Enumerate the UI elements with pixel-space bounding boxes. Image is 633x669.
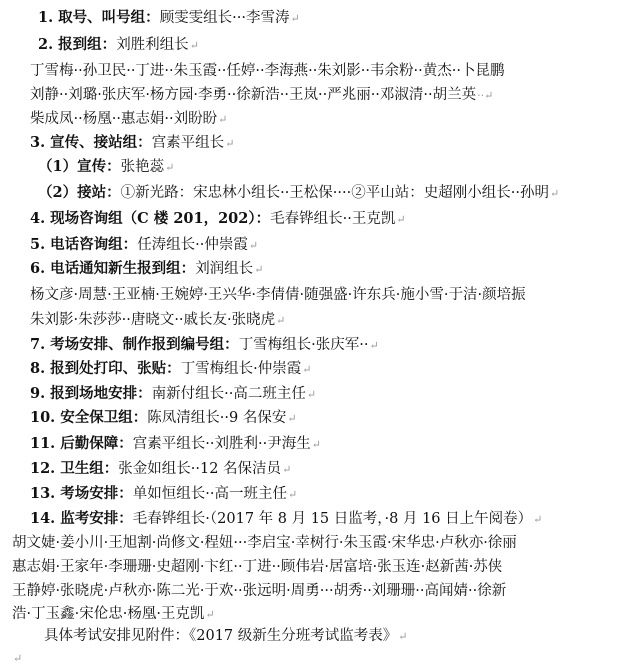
paragraph-mark: ↵ [302, 363, 312, 376]
paragraph-mark: ↵ [533, 513, 543, 526]
line-group-5 [30, 235, 258, 256]
line-text: 陈凤清组长··9 名保安 [147, 410, 287, 426]
line-text: 刘胜利组长 [116, 37, 189, 53]
line-empty-end [12, 648, 22, 669]
line-heading: 13. 考场安排： [30, 485, 133, 502]
line-text: 顾雯雯组长···李雪涛 [159, 10, 290, 26]
line-group-1 [38, 8, 300, 29]
line-text: 宫素平组长··刘胜利··尹海生 [132, 436, 311, 452]
line-text: 丁雪梅组长·仲崇霞 [180, 361, 302, 377]
line-heading: 2. 报到组： [38, 36, 117, 53]
line-heading: 10. 安全保卫组： [30, 409, 148, 426]
line-text: 刘润组长 [195, 261, 254, 277]
line-group-12 [30, 459, 291, 480]
line-text: 胡文婕·姜小川·王旭割·尚修文·程妞···李启宝·幸树行·朱玉霞·宋华忠·卢秋亦·徐丽 [12, 535, 517, 551]
paragraph-mark: ↵ [288, 488, 298, 501]
paragraph-mark: ↵ [290, 12, 300, 25]
line-heading: 9. 报到场地安排： [30, 385, 152, 402]
line-group-4 [30, 209, 406, 230]
paragraph-mark: ↵ [282, 463, 292, 476]
line-group-6 [30, 259, 263, 280]
line-text: 单如恒组长··高一班主任 [132, 486, 287, 502]
line-group-6-members-a [30, 285, 527, 306]
line-heading: 1. 取号、叫号组： [38, 9, 160, 26]
line-heading: 12. 卫生组： [30, 460, 119, 477]
line-heading: 7. 考场安排、制作报到编号组： [30, 336, 239, 353]
line-group-3-pickup [38, 183, 559, 204]
line-heading: 11. 后勤保障： [30, 435, 133, 452]
line-heading: 3. 宣传、接站组： [30, 134, 152, 151]
paragraph-mark: ↵ [396, 213, 406, 226]
line-group-2 [38, 35, 199, 56]
paragraph-mark: ↵ [225, 137, 235, 150]
paragraph-mark: ··↵ [477, 89, 494, 102]
paragraph-mark: ↵ [276, 314, 286, 327]
paragraph-mark: ↵ [165, 161, 175, 174]
line-group-2-members-c [30, 109, 227, 130]
paragraph-mark: ↵ [248, 239, 259, 252]
line-text: 张艳蕊 [120, 159, 165, 175]
line-text: 任涛组长··仲崇霞 [137, 237, 248, 253]
line-text: 宫素平组长 [151, 135, 225, 151]
paragraph-mark: ↵ [218, 113, 228, 126]
line-text: 丁雪梅··孙卫民··丁进··朱玉霞··任婷··李海燕··朱刘影··韦余粉··黄杰··卜昆鹏 [30, 63, 505, 79]
line-text: 王静婷·张晓虎·卢秋亦·陈二光·于欢··张远明·周勇···胡秀··刘珊珊··高闻婧··徐新 [12, 583, 507, 599]
paragraph-mark: ↵ [205, 608, 215, 621]
line-text: 朱刘影·朱莎莎··唐晓文··戚长友·张晓虎 [30, 312, 276, 328]
line-text: 浩·丁玉鑫·宋伦忠·杨凰·王克凯 [12, 606, 205, 622]
line-group-11 [30, 434, 321, 455]
paragraph-mark: ↵ [549, 187, 560, 200]
line-text: 柴成凤··杨凰··惠志娟··刘盼盼 [30, 111, 218, 127]
paragraph-mark: ↵ [311, 438, 321, 451]
line-group-10 [30, 408, 297, 429]
line-text: 惠志娟·王家年·李珊珊·史超刚·卞红··丁进··顾伟岩·居富培·张玉连·赵新茜·苏侠 [12, 559, 503, 575]
line-group-9 [30, 384, 316, 405]
line-heading: 4. 现场咨询组（C 楼 201，202）： [30, 210, 271, 227]
line-group-8 [30, 359, 312, 380]
line-group-3-publicity [38, 157, 174, 178]
line-group-6-members-b [30, 310, 285, 331]
line-heading: 6. 电话通知新生报到组： [30, 260, 196, 277]
line-group-3 [30, 133, 234, 154]
line-text: 张金如组长··12 名保洁员 [118, 461, 282, 477]
line-group-2-members-a [30, 61, 505, 82]
line-text: 具体考试安排见附件：《2017 级新生分班考试监考表》 [44, 628, 398, 644]
paragraph-mark: ↵ [398, 630, 408, 643]
line-text: 毛春铧组长··王克凯 [270, 211, 396, 227]
line-heading: 5. 电话咨询组： [30, 236, 138, 253]
line-text: 南新付组长··高二班主任 [151, 386, 306, 402]
line-heading: 14. 监考安排： [30, 510, 133, 527]
line-attachment-note [44, 626, 407, 647]
line-group-7 [30, 335, 379, 356]
line-group-2-members-b [30, 85, 493, 106]
line-heading: （2）接站： [38, 184, 121, 201]
line-text: 杨文彦·周慧·王亚楠·王婉婷·王兴华·李倩倩·随强盛·许东兵·施小雪·于洁·颜培振 [30, 287, 526, 303]
line-group-14-members-c [12, 581, 507, 602]
paragraph-mark: ↵ [189, 39, 199, 52]
paragraph-mark: ↵ [287, 412, 297, 425]
line-group-14-members-a [12, 533, 518, 554]
paragraph-mark: ↵ [306, 388, 317, 401]
line-group-13 [30, 484, 297, 505]
paragraph-mark: ↵ [254, 263, 264, 276]
line-text: 刘静··刘璐·张庆军·杨方园·李勇··徐新浩··王岚··严兆丽··邓淑清··胡兰英 [30, 87, 477, 103]
line-heading: 8. 报到处打印、张贴： [30, 360, 181, 377]
line-group-14-members-b [12, 557, 503, 578]
paragraph-mark: ↵ [369, 339, 379, 352]
line-text: ①新光路：宋忠林小组长··王松保····②平山站：史超刚小组长··孙明 [120, 185, 549, 201]
paragraph-mark: ↵ [13, 652, 23, 665]
line-group-14 [30, 509, 542, 530]
line-text: 丁雪梅组长·张庆军·· [238, 337, 369, 353]
line-text: 毛春铧组长·（2017 年 8 月 15 日监考，·8 月 16 日上午阅卷） [132, 511, 533, 527]
line-group-14-members-d [12, 604, 215, 625]
line-heading: （1）宣传： [38, 158, 121, 175]
